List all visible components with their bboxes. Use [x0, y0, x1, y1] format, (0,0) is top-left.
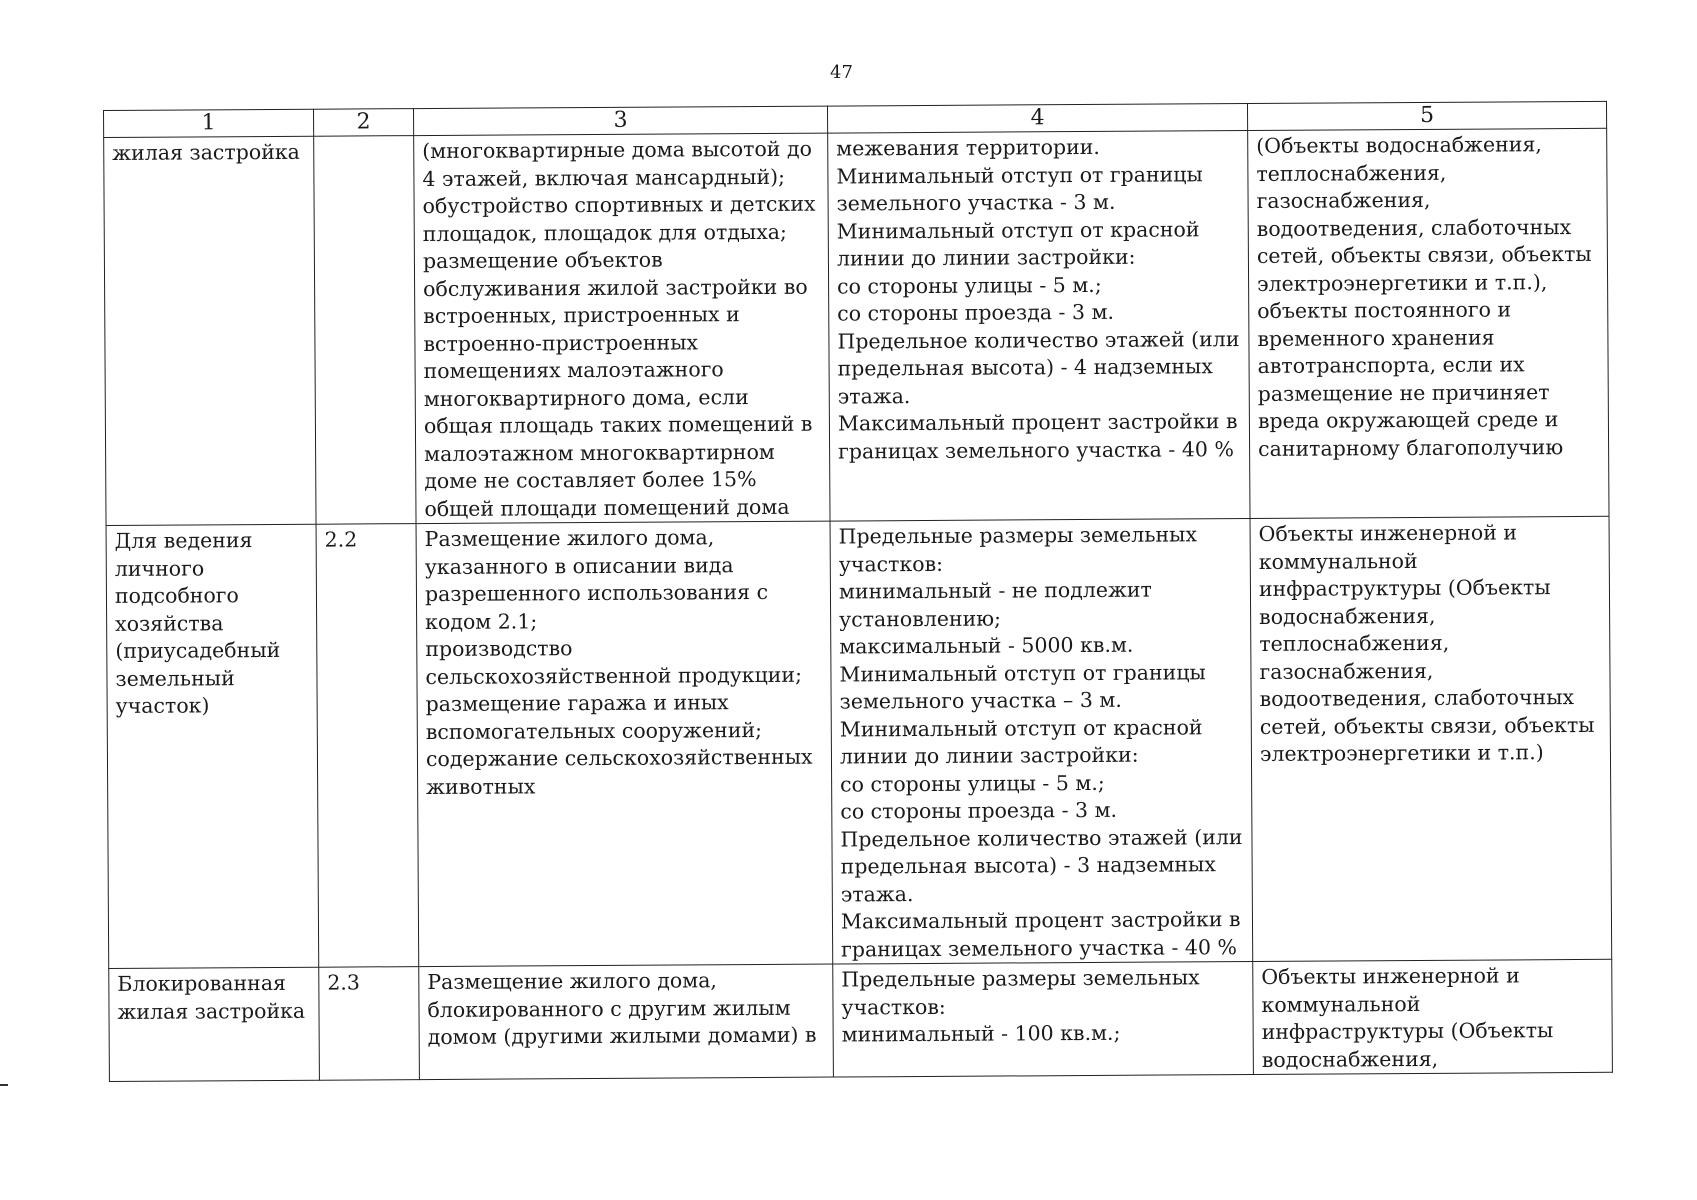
- auxiliary-uses-cell: Объекты инженерной и коммунальной инфраструктуры (Объекты водоснабжения, теплоснабжения, газоснабжения, водоотведения, слаботочных сетей, объекты связи, объекты электроэнергетики и т.п.): [1250, 516, 1612, 961]
- scan-edge-mark: [0, 1084, 8, 1086]
- zoning-table: [103, 101, 1613, 1082]
- header-col-4: 4: [827, 104, 1247, 134]
- parameters-cell: межевания территории. Минимальный отступ от границы земельного участка - 3 м. Минимальный отступ от красной линии до линии застройки: со стороны улицы - 5 м.; со стороны проезда - 3 м. Предельное количество этажей (или предельная высота) - 4 надземных этажа. Максимальный процент застройки в границах земельного участка - 40 %: [828, 131, 1250, 522]
- auxiliary-uses-cell: Объекты инженерной и коммунальной инфраструктуры (Объекты водоснабжения,: [1253, 959, 1613, 1074]
- use-description-cell: Размещение жилого дома, указанного в описании вида разрешенного использования с кодом 2.1; производство сельскохозяйственной продукции; размещение гаража и иных вспомогательных сооружений; содержание сельскохозяйственных животных: [416, 521, 833, 967]
- table-row: [104, 128, 1609, 525]
- use-type-cell: Для ведения личного подсобного хозяйства (приусадебный земельный участок): [106, 524, 319, 968]
- use-code-cell: [314, 136, 416, 525]
- use-type-cell: жилая застройка: [104, 136, 316, 525]
- header-col-2: 2: [313, 109, 413, 137]
- use-description-cell: (многоквартирные дома высотой до 4 этажей, включая мансардный); обустройство спортивных и детских площадок, площадок для отдыха; размещение объектов обслуживания жилой застройки во встроенных, пристроенных и встроенно-пристроенных помещениях малоэтажного многоквартирного дома, если общая площадь таких помещений в малоэтажном многоквартирном доме не составляет более 15% общей площади помещений дома: [414, 133, 830, 524]
- auxiliary-uses-cell: (Объекты водоснабжения, теплоснабжения, газоснабжения, водоотведения, слаботочных сетей, объекты связи, объекты электроэнергетики и т.п.), объекты постоянного и временного хранения автотранспорта, если их размещение не причиняет вреда окружающей среде и санитарному благополучию: [1248, 128, 1609, 518]
- table-row: [106, 516, 1612, 968]
- use-code-cell: 2.2: [316, 524, 419, 968]
- use-description-cell: Размещение жилого дома, блокированного с другим жилым домом (другими жилыми домами) в: [419, 964, 834, 1080]
- zoning-table-container: [103, 101, 1612, 1082]
- use-type-cell: Блокированная жилая застройка: [109, 967, 320, 1081]
- header-col-3: 3: [413, 106, 827, 136]
- use-code-cell: 2.3: [319, 967, 420, 1081]
- table-row: [109, 959, 1613, 1081]
- page-number: 47: [830, 62, 853, 83]
- header-col-1: 1: [104, 109, 314, 137]
- parameters-cell: Предельные размеры земельных участков: минимальный - не подлежит установлению; максимальный - 5000 кв.м. Минимальный отступ от границы земельного участка – 3 м. Минимальный отступ от красной линии до линии застройки: со стороны улицы - 5 м.; со стороны проезда - 3 м. Предельное количество этажей (или предельная высота) - 3 надземных этажа. Максимальный процент застройки в границах земельного участка - 40 %: [830, 519, 1253, 965]
- header-col-5: 5: [1247, 101, 1606, 130]
- parameters-cell: Предельные размеры земельных участков: минимальный - 100 кв.м.;: [833, 961, 1254, 1077]
